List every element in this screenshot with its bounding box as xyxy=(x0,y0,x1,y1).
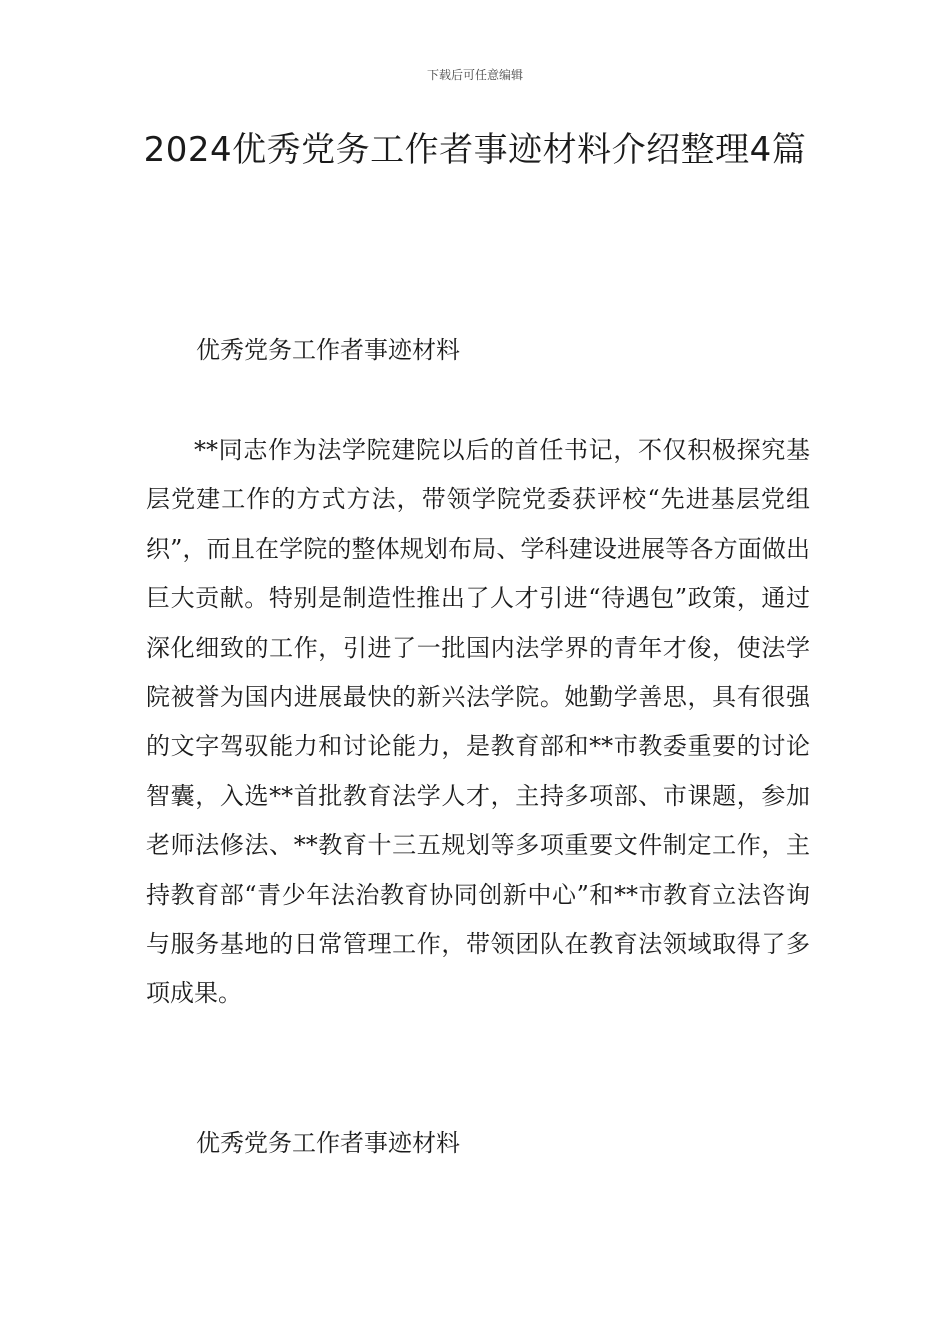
download-note: 下载后可任意编辑 xyxy=(426,68,523,82)
section-heading-1: 优秀党务工作者事迹材料 xyxy=(196,336,460,364)
section-paragraph-1: **同志作为法学院建院以后的首任书记，不仅积极探究基层党建工作的方式方法，带领学院党委获评校“先进基层党组织”，而且在学院的整体规划布局、学科建设进展等各方面做出巨大贡献。特别是制造性推出了人才引进“待遇包”政策，通过深化细致的工作，引进了一批国内法学界的青年才俊，使法学院被誉为国内进展最快的新兴法学院。她勤学善思，具有很强的文字驾驭能力和讨论能力，是教育部和**市教委重要的讨论智囊，入选**首批教育法学人才，主持多项部、市课题，参加老师法修法、**教育十三五规划等多项重要文件制定工作，主持教育部“青少年法治教育协同创新中心”和**市教育立法咨询与服务基地的日常管理工作，带领团队在教育法领域取得了多项成果。 xyxy=(146,436,810,1008)
section-heading-2: 优秀党务工作者事迹材料 xyxy=(196,1129,460,1157)
document-title: 2024优秀党务工作者事迹材料介绍整理4篇 xyxy=(143,130,807,170)
